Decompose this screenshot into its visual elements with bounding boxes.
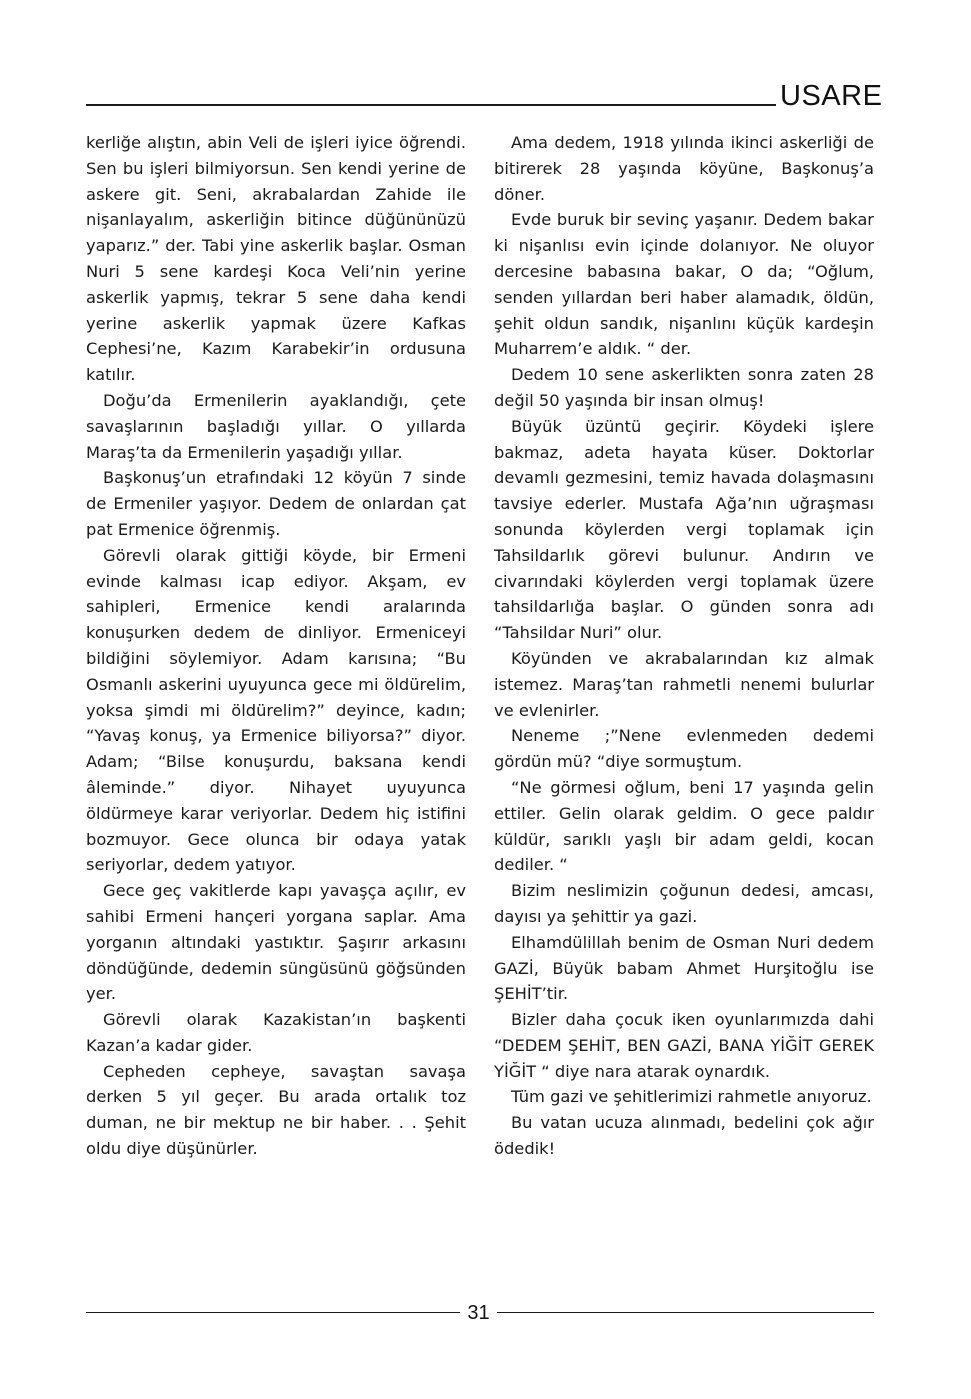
paragraph: Görevli olarak gittiği köyde, bir Ermeni evinde kalması icap ediyor. Akşam, ev sahipleri, Ermenice kendi aralarında konuşurken dedem de dinliyor. Ermeniceyi bildiğini söylemiyor. Adam karısına; “Bu Osmanlı askerini uyuyunca gece mi öldürelim, yoksa şimdi mi öldürelim?” deyince, kadın; “Yavaş konuş, ya Ermenice biliyorsa?” diyor. Adam; “Bilse konuşurdu, baksana kendi âleminde.” diyor. Nihayet uyuyunca öldürmeye karar veriyorlar. Dedem hiç istifini bozmuyor. Gece olunca bir odaya yatak seriyorlar, dedem yatıyor. xyxy=(86,545,466,875)
paragraph: Köyünden ve akrabalarından kız almak istemez. Maraş’tan rahmetli nenemi bulurlar ve evlenirler. xyxy=(494,648,874,720)
paragraph: Bizim neslimizin çoğunun dedesi, amcası, dayısı ya şehittir ya gazi. xyxy=(494,881,874,926)
paragraph: Bizler daha çocuk iken oyunlarımızda dahi “DEDEM ŞEHİT, BEN GAZİ, BANA YİĞİT GEREK YİĞİT “ diye nara atarak oynardık. xyxy=(494,1010,874,1081)
paragraph: Evde buruk bir sevinç yaşanır. Dedem bakar ki nişanlısı evin içinde dolanıyor. Ne oluyor dercesine babasına bakar, O da; “Oğlum, senden yıllardan beri haber alamadık, öldün, şehit oldun sandık, nişanlını küçük kardeşin Muharrem’e aldık. “ der. xyxy=(494,210,874,359)
paragraph: “Ne görmesi oğlum, beni 17 yaşında gelin ettiler. Gelin olarak geldim. O gece paldır küldür, sarıklı yaşlı bir adam geldi, kocan dediler. “ xyxy=(494,777,874,875)
paragraph: Tüm gazi ve şehitlerimizi rahmetle anıyoruz. xyxy=(511,1087,872,1107)
paragraph: Elhamdülillah benim de Osman Nuri dedem GAZİ, Büyük babam Ahmet Hurşitoğlu ise ŞEHİT’tir. xyxy=(494,932,874,1004)
paragraph: Gece geç vakitlerde kapı yavaşça açılır, ev sahibi Ermeni hançeri yorgana saplar. Ama yorganın altındaki yastıktır. Şaşırır arkasını döndüğünde, dedemin süngüsünü göğsünden yer. xyxy=(86,881,466,1004)
paragraph: Dedem 10 sene askerlikten sonra zaten 28 değil 50 yaşında bir insan olmuş! xyxy=(494,365,874,410)
paragraph: Bu vatan ucuza alınmadı, bedelini çok ağır ödedik! xyxy=(494,1113,874,1159)
footer-rule-right xyxy=(497,1312,874,1313)
paragraph: Cepheden cepheye, savaştan savaşa derken 5 yıl geçer. Bu arada ortalık toz duman, ne bir mektup ne bir haber. . . Şehit oldu diye düşünürler. xyxy=(86,1061,466,1159)
running-header-title: USARE xyxy=(780,80,883,112)
left-text-column xyxy=(86,130,466,1162)
header-rule xyxy=(86,104,776,106)
page-number: 31 xyxy=(467,1302,490,1324)
paragraph: Ama dedem, 1918 yılında ikinci askerliği de bitirerek 28 yaşında köyüne, Başkonuş’a döner. xyxy=(494,133,874,204)
paragraph: Neneme ;”Nene evlenmeden dedemi gördün mü? “diye sormuştum. xyxy=(494,726,874,772)
paragraph: kerliğe alıştın, abin Veli de işleri iyice öğrendi. Sen bu işleri bilmiyorsun. Sen kendi yerine de askere git. Seni, akrabalardan Zahide ile nişanlayalım, askerliğin bitince düğününüzü yaparız.” der. Tabi yine askerlik başlar. Osman Nuri 5 sene kardeşi Koca Veli’nin yerine askerlik yapmış, tekrar 5 sene daha kendi yerine askerlik yapmak üzere Kafkas Cephesi’ne, Kazım Karabekir’in ordusuna katılır. xyxy=(86,133,466,385)
paragraph: Başkonuş’un etrafındaki 12 köyün 7 sinde de Ermeniler yaşıyor. Dedem de onlardan çat pat Ermenice öğrenmiş. xyxy=(86,468,466,539)
right-text-column xyxy=(494,130,874,1162)
paragraph: Büyük üzüntü geçirir. Köydeki işlere bakmaz, adeta hayata küser. Doktorlar devamlı gezmesini, temiz havada dolaşmasını tavsiye ederler. Mustafa Ağa’nın uğraşması sonunda köylerden vergi toplamak için Tahsildarlık görevi bulunur. Andırın ve civarındaki köylerden vergi toplamak üzere tahsildarlığa başlar. O günden sonra adı “Tahsildar Nuri” olur. xyxy=(494,416,874,643)
footer-rule-left xyxy=(86,1312,460,1313)
paragraph: Görevli olarak Kazakistan’ın başkenti Kazan’a kadar gider. xyxy=(86,1010,466,1055)
paragraph: Doğu’da Ermenilerin ayaklandığı, çete savaşlarının başladığı yıllar. O yıllarda Maraş’ta da Ermenilerin yaşadığı yıllar. xyxy=(86,390,466,462)
